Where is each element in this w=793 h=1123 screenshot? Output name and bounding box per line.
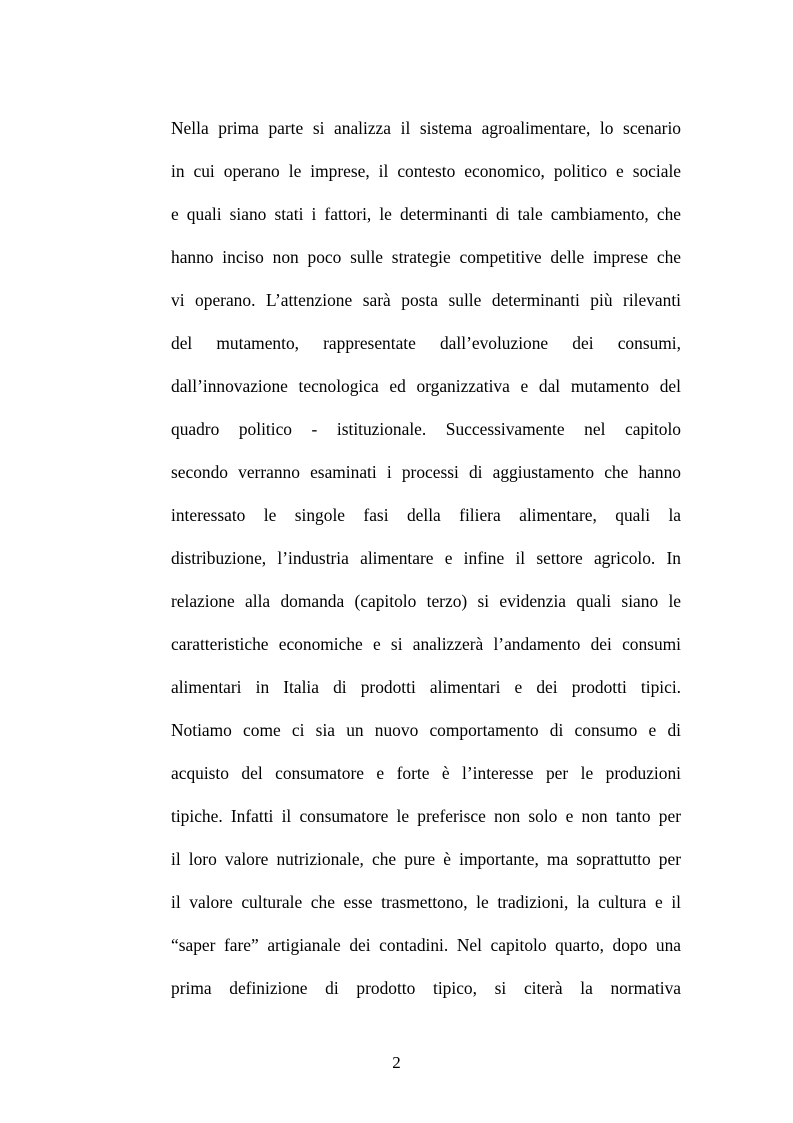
text-line-5: vi operano. L’attenzione sarà posta sulle determinanti più rilevanti bbox=[171, 290, 681, 310]
text-line-17: tipiche. Infatti il consumatore le preferisce non solo e non tanto per bbox=[171, 806, 681, 826]
text-line-19: il valore culturale che esse trasmettono, le tradizioni, la cultura e il bbox=[171, 892, 681, 912]
page-number: 2 bbox=[392, 1053, 401, 1072]
text-line-4: hanno inciso non poco sulle strategie competitive delle imprese che bbox=[171, 247, 681, 267]
body-paragraph bbox=[171, 107, 681, 1010]
text-line-21: prima definizione di prodotto tipico, si citerà la normativa bbox=[171, 978, 681, 998]
text-line-10: interessato le singole fasi della filiera alimentare, quali la bbox=[171, 505, 681, 525]
text-line-11: distribuzione, l’industria alimentare e infine il settore agricolo. In bbox=[171, 548, 681, 568]
text-line-18: il loro valore nutrizionale, che pure è importante, ma soprattutto per bbox=[171, 849, 681, 869]
text-line-7: dall’innovazione tecnologica ed organizzativa e dal mutamento del bbox=[171, 376, 681, 396]
text-line-1: Nella prima parte si analizza il sistema agroalimentare, lo scenario bbox=[171, 118, 681, 138]
text-line-12: relazione alla domanda (capitolo terzo) si evidenzia quali siano le bbox=[171, 591, 681, 611]
text-line-16: acquisto del consumatore e forte è l’interesse per le produzioni bbox=[171, 763, 681, 783]
text-line-13: caratteristiche economiche e si analizzerà l’andamento dei consumi bbox=[171, 634, 681, 654]
text-line-3: e quali siano stati i fattori, le determinanti di tale cambiamento, che bbox=[171, 204, 681, 224]
text-line-2: in cui operano le imprese, il contesto economico, politico e sociale bbox=[171, 161, 681, 181]
text-line-14: alimentari in Italia di prodotti alimentari e dei prodotti tipici. bbox=[171, 677, 681, 697]
text-line-8: quadro politico - istituzionale. Successivamente nel capitolo bbox=[171, 419, 681, 439]
text-line-20: “saper fare” artigianale dei contadini. Nel capitolo quarto, dopo una bbox=[171, 935, 681, 955]
text-line-15: Notiamo come ci sia un nuovo comportamento di consumo e di bbox=[171, 720, 681, 740]
text-line-6: del mutamento, rappresentate dall’evoluzione dei consumi, bbox=[171, 333, 681, 353]
text-line-9: secondo verranno esaminati i processi di aggiustamento che hanno bbox=[171, 462, 681, 482]
